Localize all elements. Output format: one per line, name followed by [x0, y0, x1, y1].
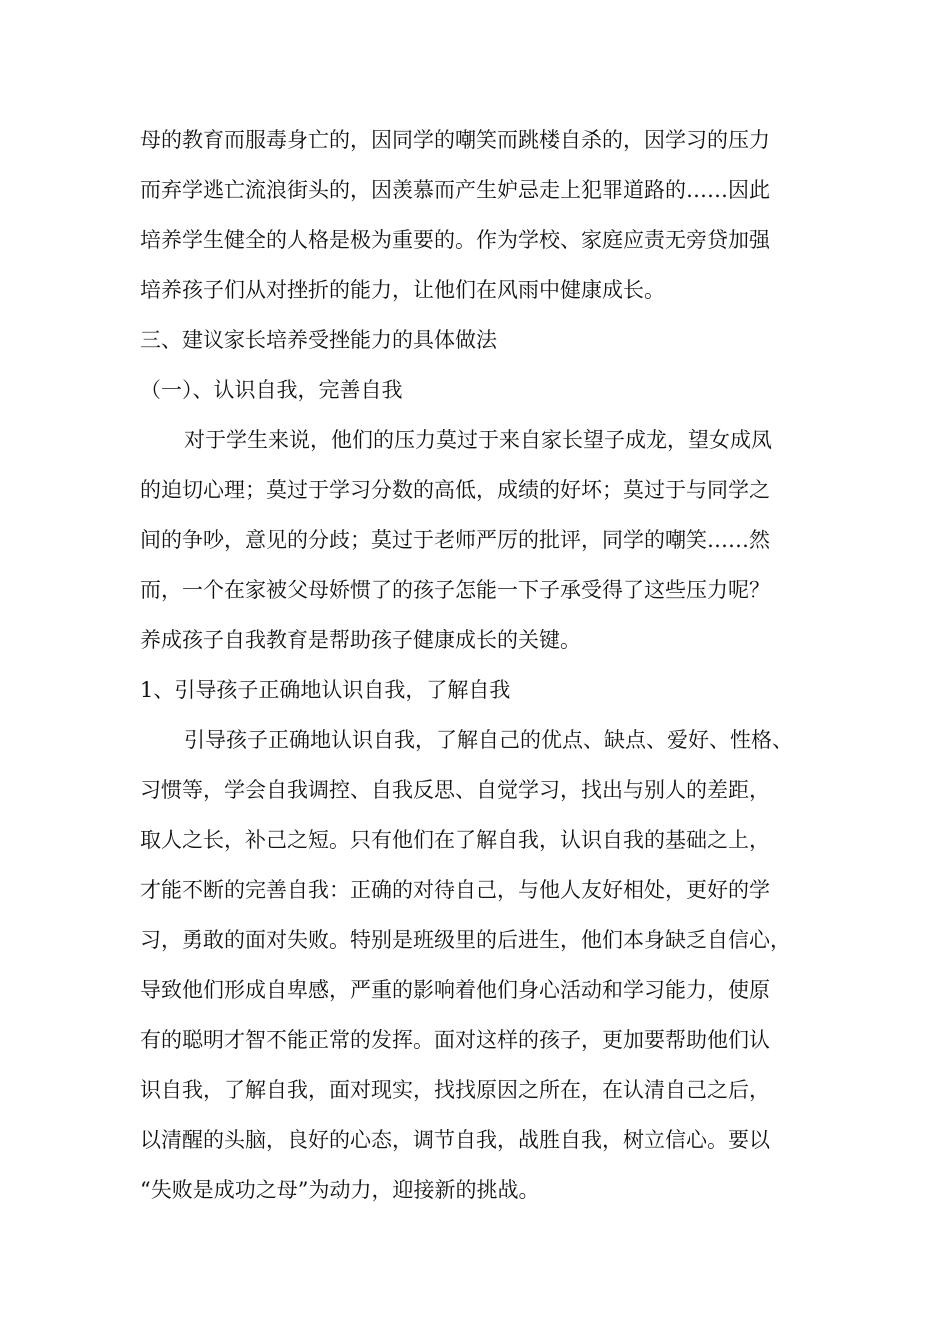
text-line: 培养孩子们从对挫折的能力，让他们在风雨中健康成长。: [140, 278, 665, 302]
point-heading: 1、引导孩子正确地认识自我，了解自我: [140, 678, 511, 702]
text-line: 有的聪明才智不能正常的发挥。面对这样的孩子，更加要帮助他们认: [140, 1028, 770, 1052]
text-line: 引导孩子正确地认识自我，了解自己的优点、缺点、爱好、性格、: [184, 728, 793, 752]
text-line: 而弃学逃亡流浪街头的，因羡慕而产生妒忌走上犯罪道路的……因此: [140, 178, 770, 202]
text-line: 取人之长，补己之短。只有他们在了解自我，认识自我的基础之上，: [140, 828, 770, 852]
text-line: 对于学生来说，他们的压力莫过于来自家长望子成龙，望女成凤: [184, 428, 772, 452]
text-line: 母的教育而服毒身亡的，因同学的嘲笑而跳楼自杀的，因学习的压力: [140, 128, 770, 152]
text-line: 培养学生健全的人格是极为重要的。作为学校、家庭应责无旁贷加强: [140, 228, 770, 252]
text-line: 识自我，了解自我，面对现实，找找原因之所在，在认清自己之后，: [140, 1078, 770, 1102]
section-heading: 三、建议家长培养受挫能力的具体做法: [140, 328, 497, 352]
text-line: 才能不断的完善自我：正确的对待自己，与他人友好相处，更好的学: [140, 878, 770, 902]
text-line: 而，一个在家被父母娇惯了的孩子怎能一下子承受得了这些压力呢？: [140, 578, 770, 602]
text-line: 养成孩子自我教育是帮助孩子健康成长的关键。: [140, 628, 581, 652]
text-line: 习，勇敢的面对失败。特别是班级里的后进生，他们本身缺乏自信心，: [140, 928, 791, 952]
text-line: “失败是成功之母”为动力，迎接新的挑战。: [140, 1178, 540, 1202]
text-line: 的迫切心理；莫过于学习分数的高低，成绩的好坏；莫过于与同学之: [140, 478, 770, 502]
text-line: 以清醒的头脑，良好的心态，调节自我，战胜自我，树立信心。要以: [140, 1128, 770, 1152]
text-line: 间的争吵，意见的分歧；莫过于老师严厉的批评，同学的嘲笑……然: [140, 528, 770, 552]
text-line: 习惯等，学会自我调控、自我反思、自觉学习，找出与别人的差距，: [140, 778, 770, 802]
text-line: 导致他们形成自卑感，严重的影响着他们身心活动和学习能力，使原: [140, 978, 770, 1002]
subsection-heading: （一）、认识自我，完善自我: [140, 378, 403, 402]
